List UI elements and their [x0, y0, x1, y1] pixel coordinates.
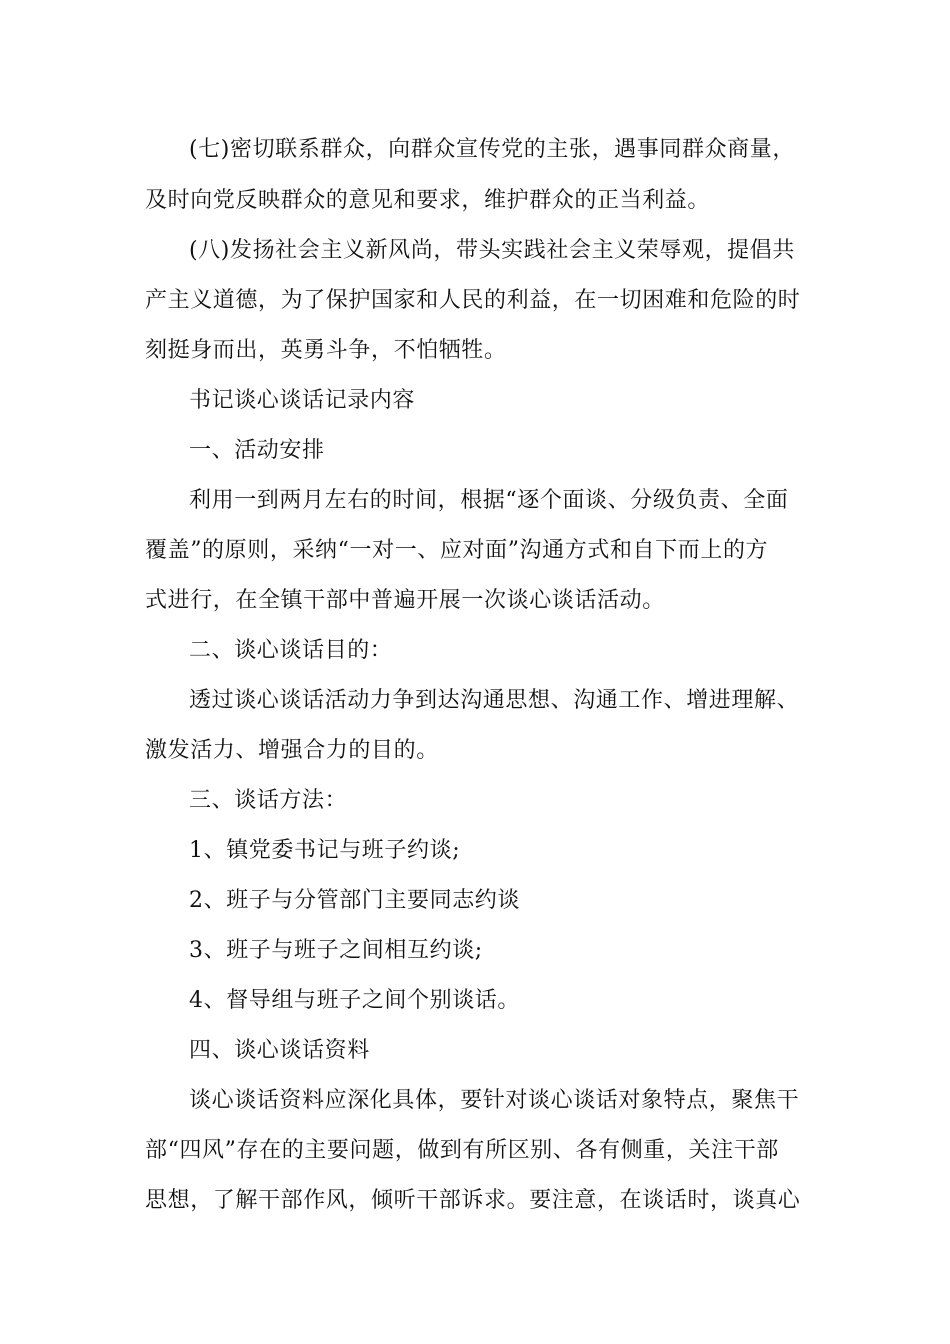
- activity-paragraph-line-1: 利用一到两月左右的时间，根据“逐个面谈、分级负责、全面: [189, 488, 789, 513]
- paragraph-8-line-1: (八)发扬社会主义新风尚，带头实践社会主义荣辱观，提倡共: [189, 238, 795, 263]
- paragraph-8-line-3: 刻挺身而出，英勇斗争，不怕牺牲。: [145, 338, 507, 363]
- heading-talk-purpose: 二、谈心谈话目的：: [189, 638, 393, 663]
- paragraph-7-line-1: (七)密切联系群众，向群众宣传党的主张，遇事同群众商量，: [189, 137, 795, 162]
- method-item-3: 3、班子与班子之间相互约谈;: [189, 938, 483, 963]
- method-item-2: 2、班子与分管部门主要同志约谈: [189, 888, 520, 913]
- materials-paragraph-line-1: 谈心谈话资料应深化具体，要针对谈心谈话对象特点，聚焦干: [189, 1088, 800, 1113]
- paragraph-7-line-2: 及时向党反映群众的意见和要求，维护群众的正当利益。: [145, 188, 711, 213]
- activity-paragraph-line-3: 式进行，在全镇干部中普遍开展一次谈心谈话活动。: [145, 588, 665, 613]
- method-item-4: 4、督导组与班子之间个别谈话。: [189, 988, 520, 1013]
- section-title: 书记谈心谈话记录内容: [189, 388, 416, 413]
- activity-paragraph-line-2: 覆盖”的原则，采纳“一对一、应对面”沟通方式和自下而上的方: [145, 538, 769, 563]
- paragraph-8-line-2: 产主义道德，为了保护国家和人民的利益，在一切困难和危险的时: [145, 288, 801, 313]
- materials-paragraph-line-3: 思想，了解干部作风，倾听干部诉求。要注意，在谈话时，谈真心: [145, 1188, 801, 1213]
- materials-paragraph-line-2: 部“四风”存在的主要问题，做到有所区别、各有侧重，关注干部: [145, 1138, 779, 1163]
- heading-talk-method: 三、谈话方法：: [189, 788, 348, 813]
- method-item-1: 1、镇党委书记与班子约谈;: [189, 838, 461, 863]
- heading-talk-materials: 四、谈心谈话资料: [189, 1038, 370, 1063]
- purpose-paragraph-line-2: 激发活力、增强合力的目的。: [145, 738, 439, 763]
- heading-activity-arrangement: 一、活动安排: [189, 438, 325, 463]
- purpose-paragraph-line-1: 透过谈心谈话活动力争到达沟通思想、沟通工作、增进理解、: [189, 688, 800, 713]
